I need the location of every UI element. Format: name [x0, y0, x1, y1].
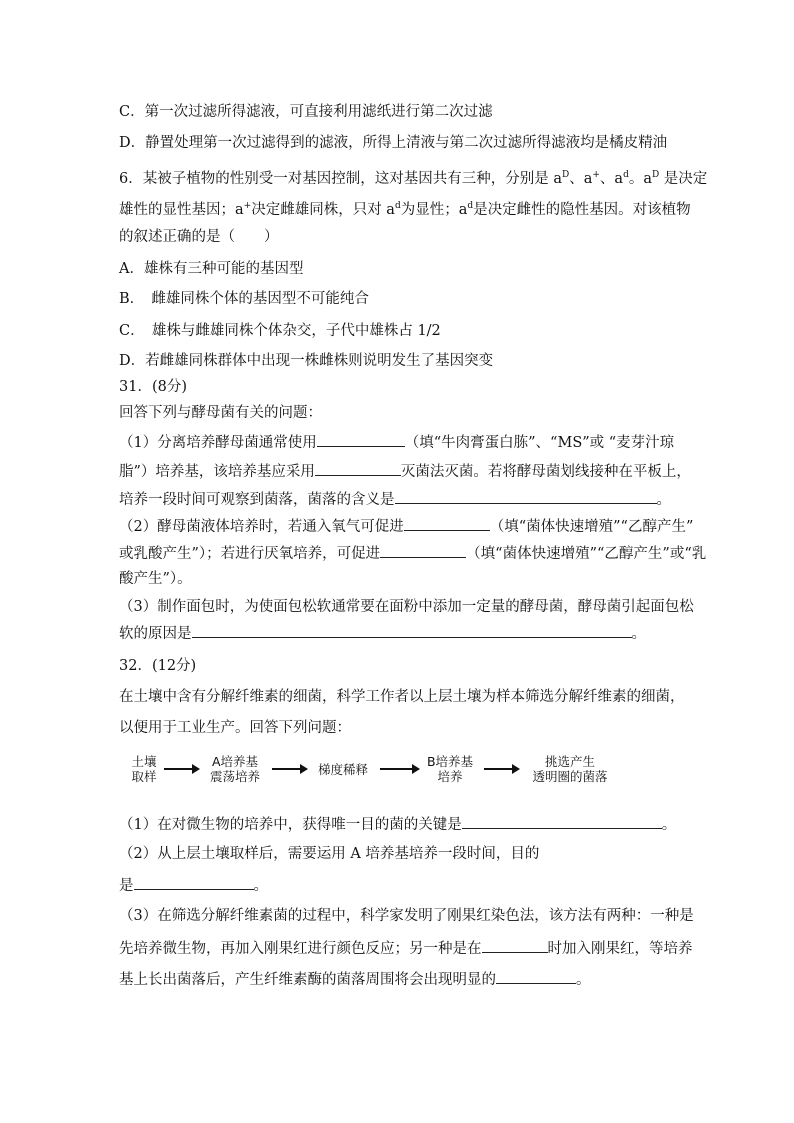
flow-step-select-colony: 挑选产生 透明圈的菌落 [532, 754, 608, 784]
q31-part3-line2: 软的原因是 。 [119, 623, 646, 643]
q32-header: 32．(12分) [119, 658, 197, 674]
q31-part3-line1: （3）制作面包时，为使面包松软通常要在面粉中添加一定量的酵母菌，酵母菌引起面包松 [119, 599, 694, 615]
flow-step-soil-sampling: 土壤 取样 [131, 754, 157, 784]
flow-step-medium-b: B培养基 培养 [426, 754, 474, 784]
answer-blank[interactable] [395, 489, 657, 504]
q6-option-b: B． 雌雄同株个体的基因型不可能纯合 [119, 291, 369, 307]
q32-intro-line2: 以便用于工业生产。回答下列问题： [119, 720, 351, 736]
q31-part1-line3: 培养一段时间可观察到菌落，菌落的含义是 。 [119, 489, 671, 509]
answer-blank[interactable] [315, 461, 401, 476]
q31-header: 31．(8分) [119, 379, 187, 395]
q31-part2-line2: 或乳酸产生”）；若进行厌氧培养，可促进 （填“菌体快速增殖”“乙醇产生”或“乳 [119, 543, 706, 563]
q32-part3-line3: 基上长出菌落后，产生纤维素酶的菌落周围将会出现明显的 。 [119, 969, 591, 989]
flow-arrow [380, 768, 418, 770]
flow-arrow [272, 768, 306, 770]
q31-part1-line1: （1）分离培养酵母菌通常使用 （填“牛肉膏蛋白胨”、“MS”或 “麦芽汁琼 [119, 432, 674, 452]
q6-option-a: A．雄株有三种可能的基因型 [119, 261, 304, 277]
answer-blank[interactable] [134, 875, 254, 890]
q31-part2-line3: 酸产生”）。 [119, 571, 192, 587]
q31-part2-line1: （2）酵母菌液体培养时，若通入氧气可促进 （填“菌体快速增殖”“乙醇产生” [119, 516, 693, 536]
flow-arrow [484, 768, 518, 770]
q5-option-d: D．静置处理第一次过滤得到的滤液，所得上清液与第二次过滤所得滤液均是橘皮精油 [119, 135, 668, 151]
q6-stem-line1: 6．某被子植物的性别受一对基因控制，这对基因共有三种，分别是 $a^D$、a+、$a^d$。$a^D$ 是决定 [119, 170, 708, 187]
q31-intro: 回答下列与酵母菌有关的问题： [119, 405, 322, 421]
q6-option-c: C． 雄株与雌雄同株个体杂交，子代中雄株占 1/2 [119, 323, 441, 339]
q32-part2-line1: （2）从上层土壤取样后，需要运用 A 培养基培养一段时间，目的 [119, 846, 540, 862]
flow-arrow [164, 768, 198, 770]
answer-blank[interactable] [404, 516, 490, 531]
flow-step-medium-a: A培养基 震荡培养 [209, 754, 260, 784]
q5-option-c: C．第一次过滤所得滤液，可直接利用滤纸进行第二次过滤 [119, 104, 493, 120]
q32-intro-line1: 在土壤中含有分解纤维素的细菌，科学工作者以上层土壤为样本筛选分解纤维素的细菌， [119, 689, 685, 705]
q32-part1: （1）在对微生物的培养中，获得唯一目的菌的关键是 。 [119, 814, 676, 834]
q32-part3-line2: 先培养微生物，再加入刚果红进行颜色反应；另一种是在 时加入刚果红，等培养 [119, 938, 693, 958]
answer-blank[interactable] [462, 814, 662, 829]
answer-blank[interactable] [496, 969, 576, 984]
q32-part3-line1: （3）在筛选分解纤维素菌的过程中，科学家发明了刚果红染色法，该方法有两种：一种是 [119, 908, 694, 924]
answer-blank[interactable] [482, 938, 548, 953]
q6-stem-line3: 的叙述正确的是（ ） [119, 229, 279, 245]
q31-part1-line2: 脂”）培养基，该培养基应采用 灭菌法灭菌。若将酵母菌划线接种在平板上， [119, 461, 691, 481]
answer-blank[interactable] [380, 543, 466, 558]
q6-option-d: D．若雌雄同株群体中出现一株雌株则说明发生了基因突变 [119, 353, 494, 369]
flow-step-gradient-dilution: 梯度稀释 [317, 762, 368, 777]
answer-blank[interactable] [317, 432, 405, 447]
q6-stem-line2: 雄性的显性基因；a+决定雌雄同株，只对 $a^d$为显性；$a^d$是决定雌性的隐性基因。对该植物 [119, 201, 691, 218]
q32-part2-line2: 是 。 [119, 875, 268, 895]
process-flow-diagram [128, 752, 648, 786]
answer-blank[interactable] [192, 623, 632, 638]
